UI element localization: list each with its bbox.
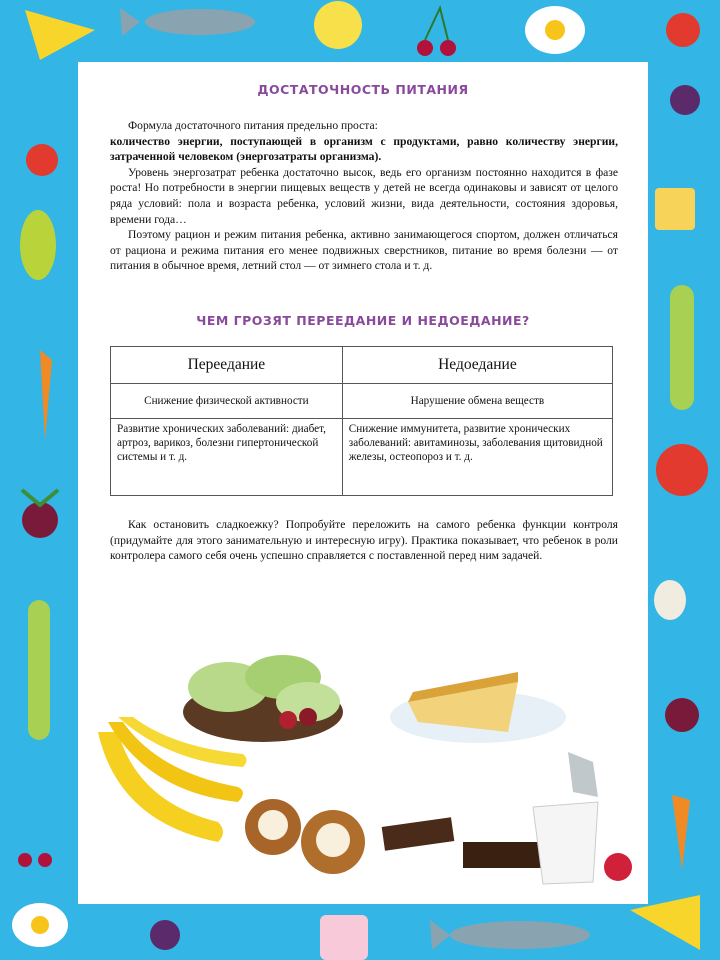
lemon-icon: [314, 1, 362, 49]
egg-icon: [12, 903, 68, 947]
header-overeating: Переедание: [111, 347, 343, 384]
formula-intro: Формула достаточного питания предельно проста:: [128, 119, 378, 132]
cherries-icon: [18, 853, 52, 867]
beet-icon: [22, 490, 58, 538]
fish-icon: [430, 920, 590, 950]
food-illustration: [78, 622, 648, 902]
cucumber-icon: [670, 285, 694, 410]
sweet-tooth-paragraph: Как остановить сладкоежку? Попробуйте переложить на самого ребенка функции контроля (придумайте для этого занимательную и интересную игру). Практика показывает, что ребенок в роли контролера самого себя очень успешно справляется с поставленной перед ним задачей.: [110, 518, 618, 563]
cucumber-icon: [28, 600, 50, 740]
carrot-icon: [40, 350, 52, 440]
section-title-sufficiency: ДОСТАТОЧНОСТЬ ПИТАНИЯ: [257, 82, 469, 97]
yogurt-cup-icon: [533, 752, 598, 884]
sweet-tooth-paragraph-wrap: [110, 517, 618, 564]
onion-icon: [654, 580, 686, 620]
egg-icon: [525, 6, 585, 54]
energy-paragraph: Уровень энергозатрат ребенка достаточно высок, ведь его организм постоянно находится в фазе роста! Но потребности в энергии пищевых веществ у детей не всегда одинаковы и зависят от целого ряда условий: пола и возраста ребенка, условий жизни, вида деятельности, состояния здоровья, времени года…: [110, 165, 618, 226]
cheesecakes-icon: [245, 799, 365, 874]
cheese-icon: [25, 10, 95, 60]
pear-icon: [20, 210, 56, 280]
table-row: [111, 384, 613, 419]
table-cell: Снижение физической активности: [111, 384, 343, 419]
stuffed-cabbage-icon: [183, 655, 343, 742]
quiche-slice-icon: [390, 672, 566, 743]
content-page: [78, 62, 648, 904]
apple-icon: [656, 444, 708, 496]
carrot-icon: [672, 795, 690, 870]
strawberry-icon: [604, 853, 632, 881]
comparison-table: [110, 346, 613, 496]
chocolate-bars-icon: [382, 817, 543, 868]
table-cell: Снижение иммунитета, развитие хронических заболеваний: авитаминозы, заболевания щитовидной железы, остеопороз и т. д.: [342, 419, 612, 496]
plum-icon: [150, 920, 180, 950]
fish-icon: [120, 8, 255, 36]
mug-icon: [320, 915, 368, 960]
formula-statement: количество энергии, поступающей в организм с продуктами, равно количеству энергии, затраченной человеком (энергозатраты организма).: [110, 134, 618, 164]
plum-icon: [670, 85, 700, 115]
table-row: [111, 419, 613, 496]
tomato-icon: [666, 13, 700, 47]
table-header-row: [111, 347, 613, 384]
cherries-icon: [417, 8, 456, 56]
beet-icon: [665, 698, 699, 732]
table-cell: Развитие хронических заболеваний: диабет, артроз, варикоз, болезни гипертонической системы и т. д.: [111, 419, 343, 496]
tomato-icon: [26, 144, 58, 176]
table-cell: Нарушение обмена веществ: [342, 384, 612, 419]
regime-paragraph: Поэтому рацион и режим питания ребенка, активно занимающегося спортом, должен отличаться от рациона и режима питания его менее подвижных сверстников, питание во время болезни — от питания в обычное время, летний стол — от зимнего стола и т. д.: [110, 228, 618, 273]
mug-icon: [655, 188, 695, 230]
intro-text: [110, 118, 618, 274]
header-undereating: Недоедание: [342, 347, 612, 384]
section-title-threats: ЧЕМ ГРОЗЯТ ПЕРЕЕДАНИЕ И НЕДОЕДАНИЕ?: [196, 313, 530, 328]
